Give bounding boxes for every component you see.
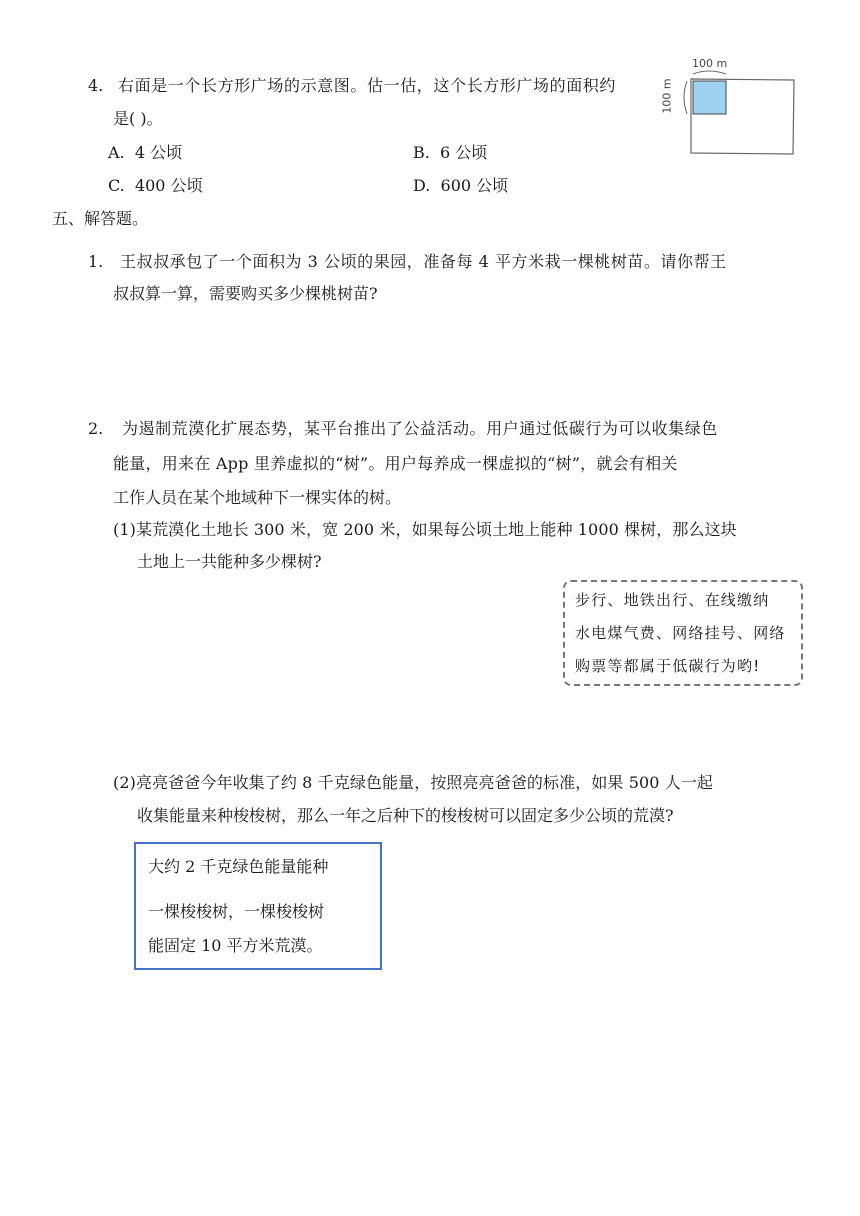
top-brace <box>693 71 726 74</box>
question-4-text-line2: 是( )。 <box>113 109 163 128</box>
problem-2-text-line1: 为遏制荒漠化扩展态势，某平台推出了公益活动。用户通过低碳行为可以收集绿色 <box>122 419 718 438</box>
option-b-letter: B. <box>413 143 430 162</box>
option-c-letter: C. <box>108 176 125 195</box>
low-carbon-tip-box <box>563 580 803 686</box>
option-a <box>108 143 182 163</box>
option-b <box>413 143 487 163</box>
tip-line2: 水电煤气费、网络挂号、网络 <box>575 624 786 642</box>
info-line1: 大约 2 千克绿色能量能种 <box>148 857 329 876</box>
option-b-text: 6 公顷 <box>440 143 488 162</box>
option-c <box>108 176 203 196</box>
problem-1-number: 1. <box>88 252 104 271</box>
plaza-diagram-svg <box>666 56 806 166</box>
problem-2-text-line2: 能量，用来在 App 里养虚拟的“树”。用户每养成一棵虚拟的“树”，就会有相关 <box>113 454 678 473</box>
saxaul-info-box <box>134 842 382 970</box>
option-c-text: 400 公顷 <box>134 176 203 195</box>
problem-1-text-line1: 王叔叔承包了一个面积为 3 公顷的果园，准备每 4 平方米栽一棵桃树苗。请你帮王 <box>120 252 727 271</box>
question-4-text-line1: 右面是一个长方形广场的示意图。估一估，这个长方形广场的面积约 <box>118 76 617 95</box>
top-dimension-label: 100 m <box>692 57 728 70</box>
option-d <box>413 176 508 196</box>
sub-question-1-line1: (1)某荒漠化土地长 300 米，宽 200 米，如果每公顷土地上能种 1000 棵树，那么这块 <box>113 520 737 539</box>
sub-question-1-line2: 土地上一共能种多少棵树? <box>137 552 322 571</box>
tip-line3: 购票等都属于低碳行为哟! <box>575 657 761 675</box>
side-dimension-label: 100 m <box>660 78 674 114</box>
rectangle-plaza-diagram <box>660 56 806 166</box>
info-line2: 一棵梭梭树，一棵梭梭树 <box>148 902 325 921</box>
unit-square <box>693 81 726 114</box>
sub-question-2-line2: 收集能量来种梭梭树，那么一年之后种下的梭梭树可以固定多少公顷的荒漠? <box>137 806 674 825</box>
info-line3: 能固定 10 平方米荒漠。 <box>148 936 323 955</box>
problem-2-number: 2. <box>88 419 104 438</box>
option-a-letter: A. <box>108 143 125 162</box>
problem-1-text-line2: 叔叔算一算，需要购买多少棵桃树苗? <box>113 284 378 303</box>
problem-2-text-line3: 工作人员在某个地域种下一棵实体的树。 <box>113 488 402 507</box>
tip-line1: 步行、地铁出行、在线缴纳 <box>575 591 770 609</box>
question-4-number: 4. <box>88 76 104 95</box>
option-d-letter: D. <box>413 176 431 195</box>
section-5-title: 五、解答题。 <box>52 209 149 228</box>
option-a-text: 4 公顷 <box>134 143 183 162</box>
sub-question-2-line1: (2)亮亮爸爸今年收集了约 8 千克绿色能量，按照亮亮爸爸的标准，如果 500 人一起 <box>113 773 714 792</box>
side-brace <box>684 81 687 114</box>
option-d-text: 600 公顷 <box>440 176 509 195</box>
